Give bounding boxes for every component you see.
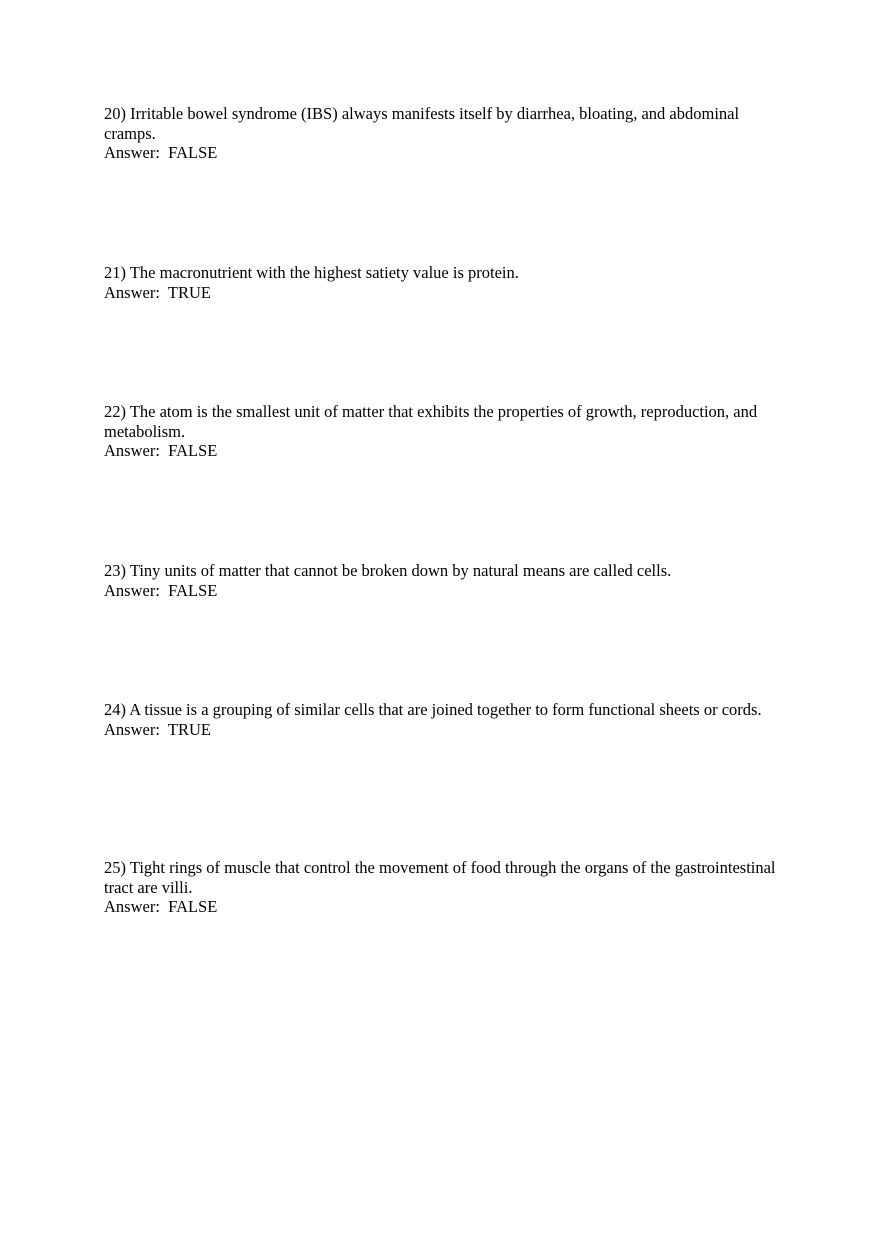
answer-value: TRUE: [167, 282, 211, 302]
answer-line: Answer: FALSE: [104, 143, 218, 162]
answer-value: FALSE: [168, 897, 218, 916]
question-21: [104, 263, 784, 302]
question-25: [104, 858, 784, 917]
question-text: 25) Tight rings of muscle that control the movement of food through the organs of the gastrointestinal tract are villi.: [104, 858, 776, 897]
question-text: 22) The atom is the smallest unit of matter that exhibits the properties of growth, reproduction, and metabolism.: [104, 402, 758, 441]
answer-line: Answer: FALSE: [104, 897, 218, 916]
question-text: 23) Tiny units of matter that cannot be broken down by natural means are called cells.: [104, 561, 672, 580]
answer-value: FALSE: [168, 441, 218, 460]
question-text: 21) The macronutrient with the highest satiety value is protein.: [104, 263, 519, 282]
answer-value: FALSE: [168, 143, 218, 162]
question-20: [104, 104, 784, 163]
answer-value: TRUE: [167, 719, 211, 739]
answer-line: Answer: TRUE: [104, 282, 211, 302]
answer-line: Answer: TRUE: [104, 719, 211, 739]
answer-line: Answer: FALSE: [104, 441, 218, 460]
question-text: 24) A tissue is a grouping of similar cells that are joined together to form functional sheets or cords.: [104, 700, 762, 719]
question-text: 20) Irritable bowel syndrome (IBS) always manifests itself by diarrhea, bloating, and abdominal cramps.: [104, 104, 740, 143]
question-22: [104, 402, 784, 461]
answer-line: Answer: FALSE: [104, 580, 218, 600]
question-24: [104, 700, 784, 739]
question-23: [104, 561, 784, 600]
answer-value: FALSE: [168, 580, 218, 600]
